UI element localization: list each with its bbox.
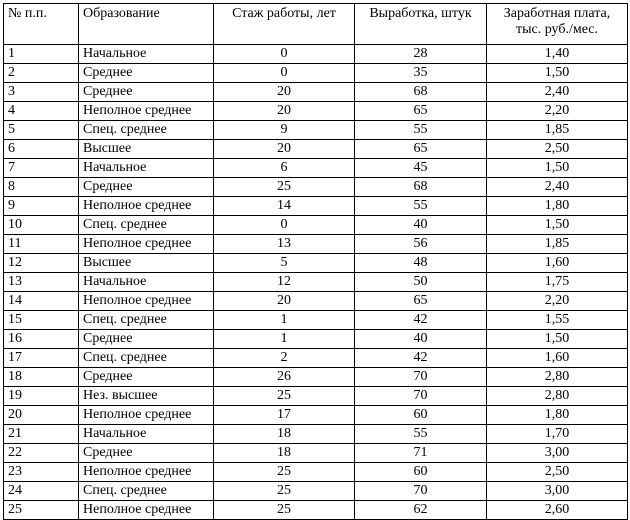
header-output: Выработка, штук	[355, 4, 487, 45]
cell-output: 55	[355, 425, 487, 444]
cell-salary: 1,70	[487, 425, 628, 444]
cell-output: 40	[355, 330, 487, 349]
cell-number: 5	[4, 121, 79, 140]
cell-experience: 2	[214, 349, 355, 368]
cell-number: 3	[4, 83, 79, 102]
cell-experience: 20	[214, 292, 355, 311]
cell-number: 1	[4, 45, 79, 64]
cell-number: 2	[4, 64, 79, 83]
header-salary: Заработная плата, тыс. руб./мес.	[487, 4, 628, 45]
cell-education: Нез. высшее	[79, 387, 214, 406]
cell-experience: 26	[214, 368, 355, 387]
cell-education: Высшее	[79, 254, 214, 273]
cell-education: Спец. среднее	[79, 482, 214, 501]
cell-output: 68	[355, 83, 487, 102]
cell-education: Неполное среднее	[79, 292, 214, 311]
cell-output: 65	[355, 102, 487, 121]
header-education: Образование	[79, 4, 214, 45]
cell-number: 4	[4, 102, 79, 121]
cell-education: Спец. среднее	[79, 121, 214, 140]
cell-experience: 20	[214, 140, 355, 159]
cell-salary: 2,50	[487, 463, 628, 482]
table-row	[4, 330, 628, 349]
cell-number: 25	[4, 501, 79, 520]
table-row	[4, 368, 628, 387]
cell-experience: 0	[214, 45, 355, 64]
cell-salary: 2,80	[487, 368, 628, 387]
cell-salary: 2,60	[487, 501, 628, 520]
cell-output: 68	[355, 178, 487, 197]
cell-experience: 20	[214, 83, 355, 102]
cell-education: Неполное среднее	[79, 501, 214, 520]
cell-salary: 2,20	[487, 102, 628, 121]
cell-education: Среднее	[79, 368, 214, 387]
cell-experience: 0	[214, 216, 355, 235]
cell-salary: 2,20	[487, 292, 628, 311]
cell-experience: 18	[214, 425, 355, 444]
cell-education: Неполное среднее	[79, 197, 214, 216]
table-row	[4, 64, 628, 83]
table-row	[4, 349, 628, 368]
cell-number: 24	[4, 482, 79, 501]
cell-education: Начальное	[79, 45, 214, 64]
table-row	[4, 292, 628, 311]
cell-salary: 1,85	[487, 121, 628, 140]
cell-number: 23	[4, 463, 79, 482]
cell-number: 21	[4, 425, 79, 444]
cell-output: 42	[355, 311, 487, 330]
cell-output: 70	[355, 387, 487, 406]
cell-salary: 1,40	[487, 45, 628, 64]
cell-number: 9	[4, 197, 79, 216]
cell-number: 7	[4, 159, 79, 178]
cell-education: Спец. среднее	[79, 311, 214, 330]
cell-number: 19	[4, 387, 79, 406]
cell-education: Неполное среднее	[79, 235, 214, 254]
cell-number: 6	[4, 140, 79, 159]
cell-output: 71	[355, 444, 487, 463]
cell-number: 14	[4, 292, 79, 311]
cell-output: 50	[355, 273, 487, 292]
cell-output: 45	[355, 159, 487, 178]
cell-number: 11	[4, 235, 79, 254]
cell-salary: 2,80	[487, 387, 628, 406]
cell-education: Высшее	[79, 140, 214, 159]
cell-salary: 1,50	[487, 330, 628, 349]
table-row	[4, 235, 628, 254]
cell-number: 22	[4, 444, 79, 463]
header-number: № п.п.	[4, 4, 79, 45]
cell-salary: 1,80	[487, 406, 628, 425]
cell-output: 60	[355, 463, 487, 482]
cell-education: Среднее	[79, 64, 214, 83]
table-row	[4, 482, 628, 501]
cell-number: 17	[4, 349, 79, 368]
cell-education: Начальное	[79, 273, 214, 292]
cell-number: 16	[4, 330, 79, 349]
table-row	[4, 102, 628, 121]
header-experience: Стаж работы, лет	[214, 4, 355, 45]
table-row	[4, 254, 628, 273]
cell-salary: 1,85	[487, 235, 628, 254]
cell-output: 56	[355, 235, 487, 254]
table-row	[4, 311, 628, 330]
cell-salary: 1,50	[487, 64, 628, 83]
table-row	[4, 501, 628, 520]
cell-education: Спец. среднее	[79, 216, 214, 235]
table-row	[4, 463, 628, 482]
cell-number: 13	[4, 273, 79, 292]
cell-education: Среднее	[79, 444, 214, 463]
cell-salary: 1,50	[487, 216, 628, 235]
cell-salary: 1,75	[487, 273, 628, 292]
cell-output: 65	[355, 140, 487, 159]
cell-education: Начальное	[79, 159, 214, 178]
cell-education: Неполное среднее	[79, 102, 214, 121]
cell-experience: 25	[214, 482, 355, 501]
cell-experience: 25	[214, 387, 355, 406]
table-row	[4, 83, 628, 102]
table-body	[4, 45, 628, 520]
cell-number: 18	[4, 368, 79, 387]
table-row	[4, 178, 628, 197]
cell-salary: 1,60	[487, 349, 628, 368]
cell-salary: 3,00	[487, 482, 628, 501]
cell-education: Неполное среднее	[79, 463, 214, 482]
cell-output: 62	[355, 501, 487, 520]
cell-salary: 1,50	[487, 159, 628, 178]
table-row	[4, 197, 628, 216]
cell-output: 70	[355, 368, 487, 387]
cell-experience: 12	[214, 273, 355, 292]
cell-output: 48	[355, 254, 487, 273]
cell-output: 70	[355, 482, 487, 501]
cell-number: 10	[4, 216, 79, 235]
cell-salary: 2,50	[487, 140, 628, 159]
table-row	[4, 121, 628, 140]
cell-experience: 17	[214, 406, 355, 425]
cell-salary: 2,40	[487, 178, 628, 197]
cell-salary: 1,80	[487, 197, 628, 216]
table-row	[4, 406, 628, 425]
cell-number: 20	[4, 406, 79, 425]
cell-output: 55	[355, 197, 487, 216]
cell-output: 42	[355, 349, 487, 368]
data-table	[3, 3, 628, 520]
cell-output: 35	[355, 64, 487, 83]
cell-experience: 1	[214, 311, 355, 330]
table-row	[4, 45, 628, 64]
cell-experience: 20	[214, 102, 355, 121]
cell-experience: 5	[214, 254, 355, 273]
cell-experience: 6	[214, 159, 355, 178]
table-row	[4, 444, 628, 463]
cell-number: 8	[4, 178, 79, 197]
cell-experience: 9	[214, 121, 355, 140]
cell-salary: 3,00	[487, 444, 628, 463]
table-row	[4, 159, 628, 178]
cell-experience: 25	[214, 501, 355, 520]
table-row	[4, 387, 628, 406]
cell-salary: 1,60	[487, 254, 628, 273]
cell-output: 60	[355, 406, 487, 425]
cell-experience: 1	[214, 330, 355, 349]
table-row	[4, 216, 628, 235]
cell-output: 28	[355, 45, 487, 64]
cell-salary: 2,40	[487, 83, 628, 102]
cell-education: Спец. среднее	[79, 349, 214, 368]
cell-education: Среднее	[79, 178, 214, 197]
table-row	[4, 140, 628, 159]
cell-output: 40	[355, 216, 487, 235]
header-row	[4, 4, 628, 45]
cell-education: Среднее	[79, 330, 214, 349]
cell-experience: 25	[214, 178, 355, 197]
cell-experience: 13	[214, 235, 355, 254]
cell-education: Начальное	[79, 425, 214, 444]
table-row	[4, 273, 628, 292]
cell-experience: 18	[214, 444, 355, 463]
table-row	[4, 425, 628, 444]
cell-output: 55	[355, 121, 487, 140]
cell-number: 12	[4, 254, 79, 273]
cell-experience: 14	[214, 197, 355, 216]
cell-salary: 1,55	[487, 311, 628, 330]
cell-experience: 25	[214, 463, 355, 482]
cell-education: Среднее	[79, 83, 214, 102]
cell-education: Неполное среднее	[79, 406, 214, 425]
cell-output: 65	[355, 292, 487, 311]
cell-number: 15	[4, 311, 79, 330]
cell-experience: 0	[214, 64, 355, 83]
